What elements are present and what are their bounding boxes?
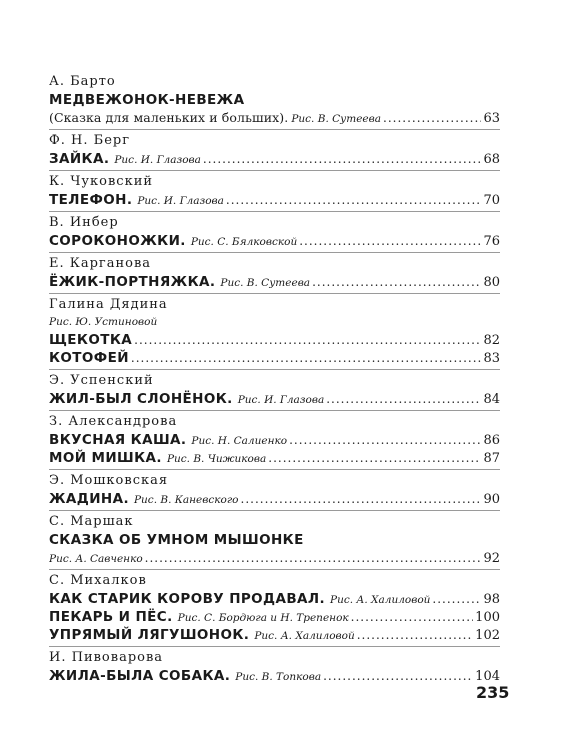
toc-entry bbox=[49, 608, 500, 626]
page-ref: 92 bbox=[483, 551, 500, 566]
author-name: Э. Успенский bbox=[49, 373, 154, 388]
story-title: ЁЖИК-ПОРТНЯЖКА. bbox=[49, 274, 216, 290]
illustrator-credit: Рис. А. Савченко bbox=[49, 553, 143, 565]
toc-entry bbox=[49, 590, 500, 608]
illustrator-credit: Рис. И. Глазова bbox=[137, 195, 224, 207]
page-ref: 82 bbox=[483, 333, 500, 348]
author-name: Галина Дядина bbox=[49, 297, 168, 312]
page-ref: 76 bbox=[483, 234, 500, 249]
author-name: И. Пивоварова bbox=[49, 650, 164, 665]
dot-leader bbox=[312, 273, 481, 291]
dot-leader bbox=[299, 232, 481, 250]
toc-entry bbox=[49, 150, 500, 168]
dot-leader bbox=[268, 449, 481, 467]
author-name: С. Михалков bbox=[49, 573, 147, 588]
toc-entry bbox=[49, 109, 500, 127]
illustrator-credit: Рис. С. Бялковской bbox=[190, 236, 298, 248]
story-title: ЗАЙКА. bbox=[49, 151, 110, 167]
toc-section bbox=[49, 511, 500, 570]
page-ref: 87 bbox=[483, 451, 500, 466]
story-title: ЖИЛА-БЫЛА СОБАКА. bbox=[49, 668, 231, 684]
story-title: КОТОФЕЙ bbox=[49, 350, 129, 366]
illustrator-credit: Рис. В. Сутеева bbox=[220, 277, 311, 289]
dot-leader bbox=[357, 626, 473, 644]
story-title: КАК СТАРИК КОРОВУ ПРОДАВАЛ. bbox=[49, 591, 326, 607]
author-name: В. Инбер bbox=[49, 215, 119, 230]
story-title: УПРЯМЫЙ ЛЯГУШОНОК. bbox=[49, 627, 250, 643]
table-of-contents bbox=[49, 71, 500, 687]
dot-leader bbox=[241, 490, 482, 508]
page-ref: 86 bbox=[483, 433, 500, 448]
toc-entry bbox=[49, 431, 500, 449]
toc-entry bbox=[49, 349, 500, 367]
toc-entry bbox=[49, 531, 500, 549]
toc-entry bbox=[49, 191, 500, 209]
story-title: СОРОКОНОЖКИ. bbox=[49, 233, 186, 249]
story-title: ЖИЛ-БЫЛ СЛОНЁНОК. bbox=[49, 391, 233, 407]
illustrator-credit: Рис. В. Каневского bbox=[133, 494, 239, 506]
toc-section bbox=[49, 71, 500, 130]
toc-entry bbox=[49, 91, 500, 109]
dot-leader bbox=[134, 331, 481, 349]
author-name: Ф. Н. Берг bbox=[49, 133, 131, 148]
toc-entry bbox=[49, 626, 500, 644]
story-title: ВКУСНАЯ КАША. bbox=[49, 432, 187, 448]
page-ref: 84 bbox=[483, 392, 500, 407]
page-ref: 63 bbox=[483, 111, 500, 126]
story-subtitle: (Сказка для маленьких и больших). bbox=[49, 110, 289, 125]
illustrator-credit: Рис. Н. Салиенко bbox=[191, 435, 288, 447]
toc-section bbox=[49, 470, 500, 511]
story-title: МОЙ МИШКА. bbox=[49, 450, 162, 466]
author-name: З. Александрова bbox=[49, 414, 178, 429]
toc-section bbox=[49, 171, 500, 212]
toc-section bbox=[49, 212, 500, 253]
dot-leader bbox=[289, 431, 481, 449]
page-ref: 102 bbox=[475, 628, 500, 643]
dot-leader bbox=[203, 150, 482, 168]
story-title: ЩЕКОТКА bbox=[49, 332, 133, 348]
dot-leader bbox=[323, 667, 473, 685]
toc-section bbox=[49, 130, 500, 171]
toc-section bbox=[49, 294, 500, 370]
illustrator-credit: Рис. А. Халиловой bbox=[254, 630, 355, 642]
dot-leader bbox=[131, 349, 482, 367]
illustrator-credit: Рис. И. Глазова bbox=[114, 154, 201, 166]
page-ref: 80 bbox=[483, 275, 500, 290]
dot-leader bbox=[145, 549, 482, 567]
story-title: МЕДВЕЖОНОК-НЕВЕЖА bbox=[49, 92, 245, 108]
dot-leader bbox=[351, 608, 474, 626]
page-ref: 100 bbox=[475, 610, 500, 625]
toc-entry bbox=[49, 273, 500, 291]
toc-entry bbox=[49, 549, 500, 567]
toc-section bbox=[49, 253, 500, 294]
author-name: Э. Мошковская bbox=[49, 473, 169, 488]
illustrator-credit: Рис. В. Чижикова bbox=[166, 453, 267, 465]
illustrator-credit: Рис. И. Глазова bbox=[237, 394, 325, 406]
dot-leader bbox=[383, 109, 481, 127]
page-ref: 104 bbox=[475, 669, 500, 684]
toc-entry bbox=[49, 232, 500, 250]
illustrator-credit: Рис. В. Топкова bbox=[235, 671, 322, 683]
story-title: ТЕЛЕФОН. bbox=[49, 192, 133, 208]
page-ref: 70 bbox=[483, 193, 500, 208]
author-name: С. Маршак bbox=[49, 514, 134, 529]
dot-leader bbox=[226, 191, 482, 209]
story-title: СКАЗКА ОБ УМНОМ МЫШОНКЕ bbox=[49, 532, 304, 548]
toc-entry bbox=[49, 490, 500, 508]
toc-entry bbox=[49, 667, 500, 685]
page-ref: 83 bbox=[483, 351, 500, 366]
page-ref: 90 bbox=[483, 492, 500, 507]
illustrator-credit: Рис. В. Сутеева bbox=[291, 113, 381, 125]
toc-section bbox=[49, 411, 500, 470]
toc-entry bbox=[49, 390, 500, 408]
toc-section bbox=[49, 647, 500, 687]
page-number: 235 bbox=[476, 683, 510, 702]
author-name: К. Чуковский bbox=[49, 174, 154, 189]
toc-section bbox=[49, 370, 500, 411]
author-name: А. Барто bbox=[49, 74, 116, 89]
toc-entry bbox=[49, 331, 500, 349]
illustrator-credit: Рис. Ю. Устиновой bbox=[49, 316, 158, 328]
page-ref: 68 bbox=[483, 152, 500, 167]
story-title: ПЕКАРЬ И ПЁС. bbox=[49, 609, 173, 625]
toc-entry bbox=[49, 449, 500, 467]
illustrator-credit: Рис. А. Халиловой bbox=[330, 594, 431, 606]
page-ref: 98 bbox=[483, 592, 500, 607]
illustrator-credit: Рис. С. Бордюга и Н. Трепенок bbox=[177, 612, 349, 624]
dot-leader bbox=[326, 390, 481, 408]
author-name: Е. Карганова bbox=[49, 256, 152, 271]
story-title: ЖАДИНА. bbox=[49, 491, 129, 507]
dot-leader bbox=[432, 590, 481, 608]
toc-section bbox=[49, 570, 500, 647]
